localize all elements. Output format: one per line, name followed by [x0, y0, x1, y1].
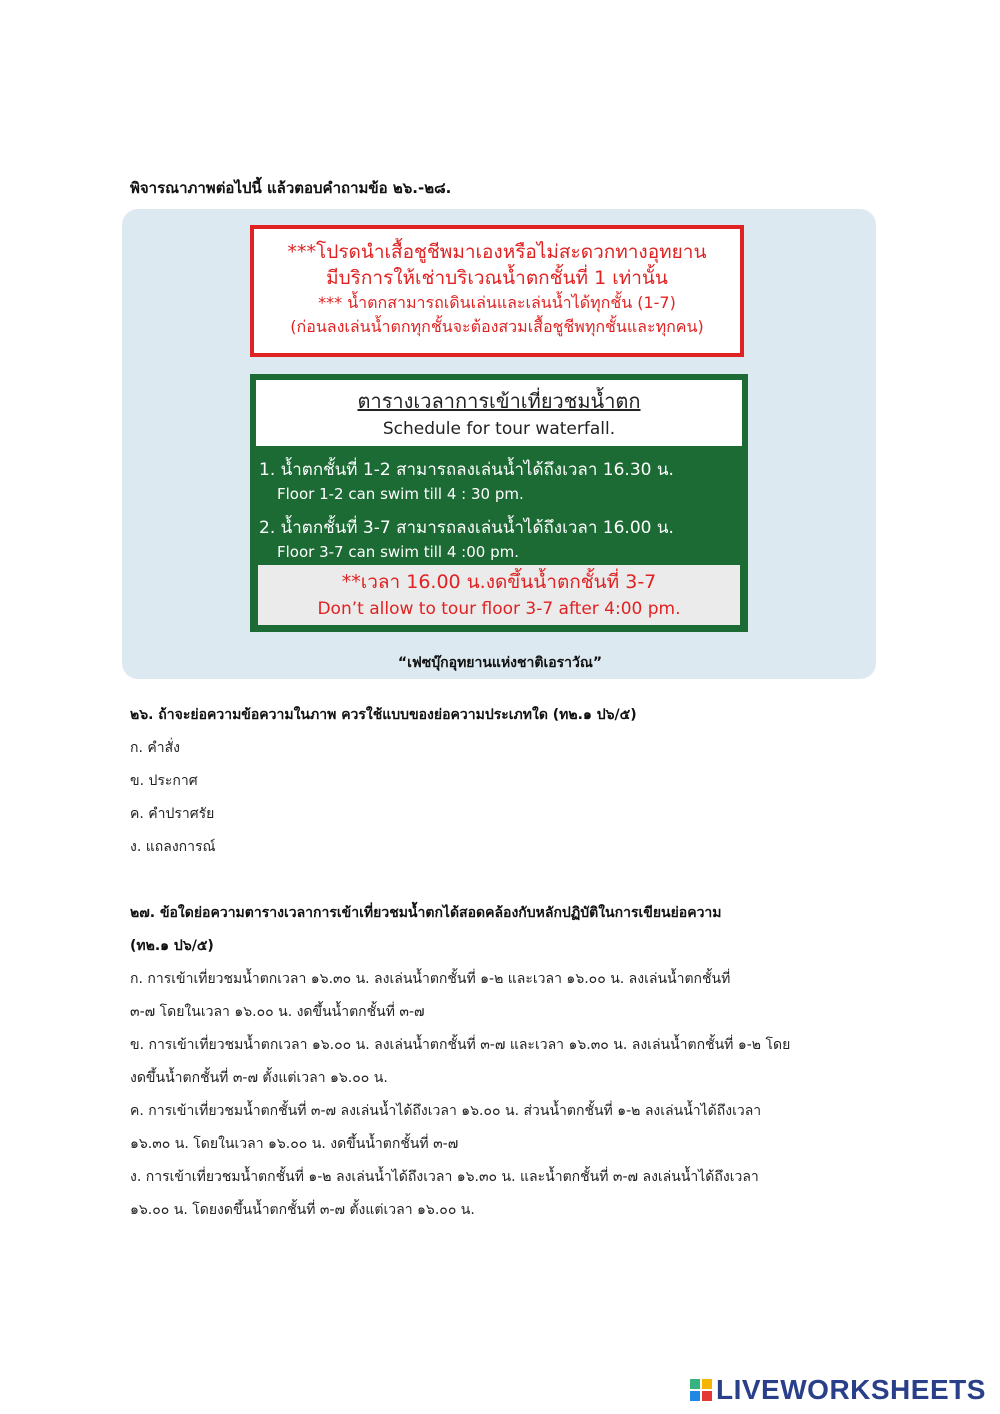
rule-2-en: Floor 3-7 can swim till 4 :00 pm.	[277, 543, 519, 561]
liveworksheets-logo	[690, 1374, 986, 1406]
question-26: ๒๖. ถ้าจะย่อความข้อความในภาพ ควรใช้แบบของย่อความประเภทใด (ท๒.๑ ป๖/๕)	[130, 707, 637, 723]
q27-choice-d[interactable]: ง. การเข้าเที่ยวชมน้ำตกชั้นที่ ๑-๒ ลงเล่นน้ำได้ถึงเวลา ๑๖.๓๐ น. และน้ำตกชั้นที่ ๓-๗ ลงเล่นน้ำได้ถึงเวลา	[130, 1169, 759, 1185]
liveworksheets-logo-icon	[690, 1379, 712, 1401]
instruction-text: พิจารณาภาพต่อไปนี้ แล้วตอบคำถามข้อ ๒๖.-๒๘.	[130, 179, 452, 197]
question-27: ๒๗. ข้อใดย่อความตารางเวลาการเข้าเที่ยวชมน้ำตกได้สอดคล้องกับหลักปฏิบัติในการเขียนย่อความ	[130, 905, 722, 921]
notice-line-4: (ก่อนลงเล่นน้ำตกทุกชั้นจะต้องสวมเสื้อชูชีพทุกชั้นและทุกคน)	[290, 317, 704, 336]
image-credit: “เฟซบุ๊กอุทยานแห่งชาติเอราวัณ”	[397, 655, 603, 671]
warning-en: Don’t allow to tour floor 3-7 after 4:00 pm.	[317, 599, 681, 619]
q27-choice-a[interactable]: ก. การเข้าเที่ยวชมน้ำตกเวลา ๑๖.๓๐ น. ลงเล่นน้ำตกชั้นที่ ๑-๒ และเวลา ๑๖.๐๐ น. ลงเล่นน้ำตกชั้นที่	[130, 971, 731, 987]
q26-choice-d[interactable]: ง. แถลงการณ์	[130, 839, 216, 855]
rule-1-th: 1. น้ำตกชั้นที่ 1-2 สามารถลงเล่นน้ำได้ถึงเวลา 16.30 น.	[259, 460, 674, 480]
notice-line-2: มีบริการให้เช่าบริเวณน้ำตกชั้นที่ 1 เท่านั้น	[326, 267, 668, 289]
schedule-sign	[250, 374, 748, 632]
q27-choice-d-cont[interactable]: ๑๖.๐๐ น. โดยงดขึ้นน้ำตกชั้นที่ ๓-๗ ตั้งแต่เวลา ๑๖.๐๐ น.	[130, 1202, 475, 1218]
q27-choice-a-cont[interactable]: ๓-๗ โดยในเวลา ๑๖.๐๐ น. งดขึ้นน้ำตกชั้นที่ ๓-๗	[130, 1004, 425, 1020]
schedule-rule-2	[259, 515, 674, 563]
notice-line-3: *** น้ำตกสามารถเดินเล่นและเล่นน้ำได้ทุกชั้น (1-7)	[318, 293, 676, 312]
q27-choice-c[interactable]: ค. การเข้าเที่ยวชมน้ำตกชั้นที่ ๓-๗ ลงเล่นน้ำได้ถึงเวลา ๑๖.๐๐ น. ส่วนน้ำตกชั้นที่ ๑-๒ ลงเล่นน้ำได้ถึงเวลา	[130, 1103, 762, 1119]
schedule-title-en: Schedule for tour waterfall.	[382, 419, 616, 439]
q26-choice-b[interactable]: ข. ประกาศ	[130, 773, 198, 789]
schedule-rule-1	[259, 457, 674, 505]
rule-1-en: Floor 1-2 can swim till 4 : 30 pm.	[277, 485, 524, 503]
schedule-header	[256, 380, 742, 446]
notice-line-1: ***โปรดนำเสื้อชูชีพมาเองหรือไม่สะดวกทางอุทยาน	[287, 241, 707, 263]
q27-choice-b[interactable]: ข. การเข้าเที่ยวชมน้ำตกเวลา ๑๖.๐๐ น. ลงเล่นน้ำตกชั้นที่ ๓-๗ และเวลา ๑๖.๓๐ น. ลงเล่นน้ำตกชั้นที่ ๑-๒ โดย	[130, 1037, 791, 1053]
warning-th: **เวลา 16.00 น.งดขึ้นน้ำตกชั้นที่ 3-7	[341, 571, 657, 593]
schedule-title-th: ตารางเวลาการเข้าเที่ยวชมน้ำตก	[357, 389, 641, 413]
rule-2-th: 2. น้ำตกชั้นที่ 3-7 สามารถลงเล่นน้ำได้ถึงเวลา 16.00 น.	[259, 518, 674, 538]
q27-choice-b-cont[interactable]: งดขึ้นน้ำตกชั้นที่ ๓-๗ ตั้งแต่เวลา ๑๖.๐๐ น.	[130, 1070, 388, 1086]
q26-choice-c[interactable]: ค. คำปราศรัย	[130, 806, 215, 822]
q26-choice-a[interactable]: ก. คำสั่ง	[130, 740, 180, 756]
question-27-ref: (ท๒.๑ ป๖/๕)	[130, 938, 214, 954]
notice-sign	[250, 225, 744, 357]
schedule-warning	[258, 565, 740, 625]
logo-text: LIVEWORKSHEETS	[716, 1374, 986, 1405]
q27-choice-c-cont[interactable]: ๑๖.๓๐ น. โดยในเวลา ๑๖.๐๐ น. งดขึ้นน้ำตกชั้นที่ ๓-๗	[130, 1136, 459, 1152]
